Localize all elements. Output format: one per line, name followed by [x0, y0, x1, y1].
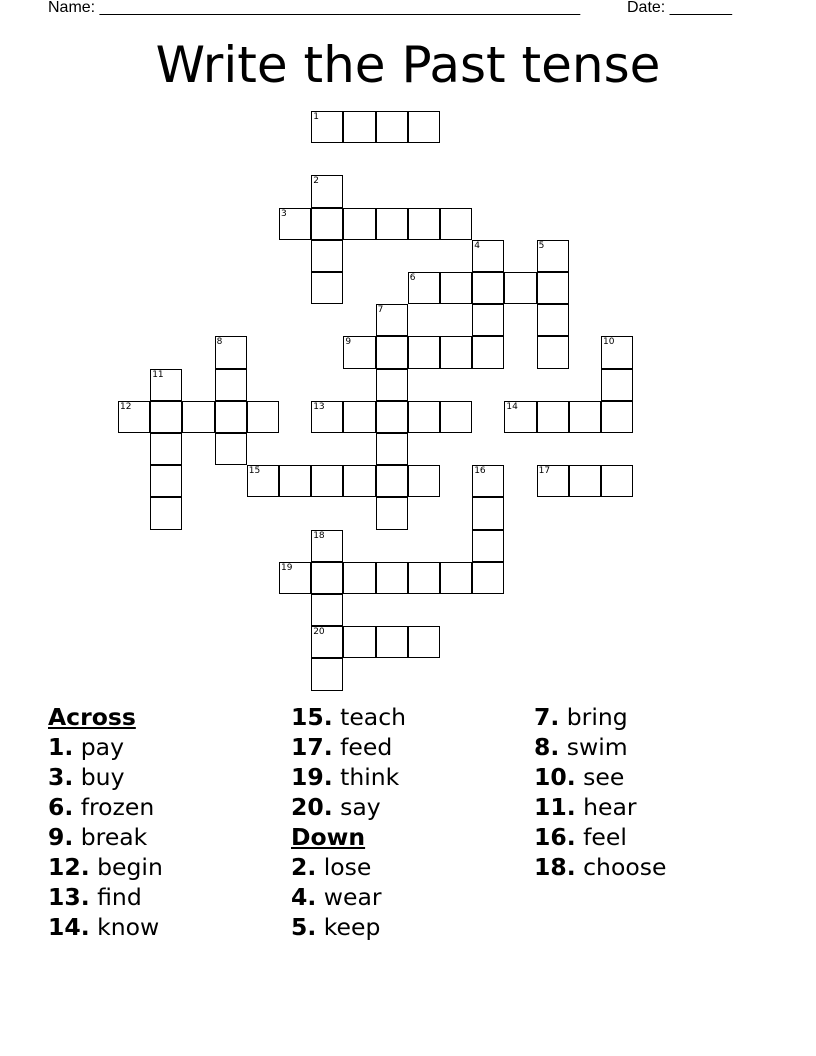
clue-text: know [97, 913, 160, 941]
clue-item [291, 882, 406, 912]
clue-text: feed [340, 733, 393, 761]
clue-item [291, 702, 406, 732]
crossword-cell[interactable] [343, 111, 375, 143]
crossword-cell[interactable] [472, 562, 504, 594]
crossword-cell[interactable] [376, 111, 408, 143]
crossword-cell[interactable] [376, 401, 408, 433]
crossword-cell[interactable] [472, 530, 504, 562]
cell-number: 6 [409, 273, 416, 283]
clue-number: 12. [48, 853, 90, 881]
crossword-cell[interactable] [311, 594, 343, 626]
clue-item [48, 852, 163, 882]
crossword-cell[interactable] [376, 336, 408, 368]
clue-text: buy [80, 763, 125, 791]
crossword-cell[interactable] [247, 401, 279, 433]
crossword-cell[interactable] [376, 562, 408, 594]
crossword-cell[interactable] [440, 208, 472, 240]
crossword-cell[interactable] [472, 336, 504, 368]
clue-number: 14. [48, 913, 90, 941]
crossword-cell[interactable] [504, 272, 536, 304]
crossword-cell[interactable] [215, 401, 247, 433]
crossword-cell[interactable] [537, 272, 569, 304]
cell-number: 17 [538, 466, 551, 477]
crossword-cell[interactable] [537, 465, 569, 497]
crossword-cell[interactable] [408, 336, 440, 368]
name-field-label: Name: ______________________________________________________ [48, 0, 581, 16]
clue-item [48, 912, 163, 942]
crossword-cell[interactable] [376, 433, 408, 465]
clue-text: choose [583, 853, 667, 881]
clue-number: 16. [534, 823, 576, 851]
crossword-cell[interactable] [215, 433, 247, 465]
crossword-cell[interactable] [279, 465, 311, 497]
crossword-cell[interactable] [440, 401, 472, 433]
clue-item [48, 822, 163, 852]
clue-text: see [583, 763, 625, 791]
clue-text: feel [583, 823, 627, 851]
crossword-cell[interactable] [376, 465, 408, 497]
page-title: Write the Past tense [155, 36, 661, 94]
crossword-cell[interactable] [150, 433, 182, 465]
crossword-cell[interactable] [150, 465, 182, 497]
crossword-cell[interactable] [472, 240, 504, 272]
clue-item [534, 792, 666, 822]
clue-item [534, 732, 666, 762]
clue-item [48, 882, 163, 912]
crossword-cell[interactable] [537, 304, 569, 336]
crossword-cell[interactable] [376, 497, 408, 529]
cell-number: 13 [313, 401, 325, 412]
clue-text: find [97, 883, 142, 911]
crossword-cell[interactable] [279, 562, 311, 594]
clue-text: frozen [80, 793, 155, 821]
crossword-cell[interactable] [343, 562, 375, 594]
crossword-cell[interactable] [440, 562, 472, 594]
crossword-cell[interactable] [569, 401, 601, 433]
clue-text: swim [566, 733, 628, 761]
clue-number: 9. [48, 823, 74, 851]
clue-text: bring [566, 703, 628, 731]
crossword-cell[interactable] [569, 465, 601, 497]
cell-number: 20 [313, 627, 325, 638]
crossword-cell[interactable] [311, 530, 343, 562]
cell-number: 19 [281, 562, 293, 573]
clue-number: 10. [534, 763, 576, 791]
cell-number: 18 [313, 530, 325, 541]
clue-number: 3. [48, 763, 74, 791]
clues-column-1 [48, 702, 163, 942]
crossword-cell[interactable] [279, 208, 311, 240]
cell-number: 8 [216, 337, 223, 348]
cell-number: 10 [603, 337, 615, 348]
clue-number: 17. [291, 733, 333, 761]
crossword-cell[interactable] [311, 626, 343, 658]
crossword-cell[interactable] [408, 562, 440, 594]
clue-number: 4. [291, 883, 317, 911]
clue-text: lose [323, 853, 372, 881]
crossword-cell[interactable] [376, 369, 408, 401]
clue-number: 7. [534, 703, 560, 731]
crossword-cell[interactable] [247, 465, 279, 497]
clue-item [534, 852, 666, 882]
cell-number: 11 [152, 369, 164, 380]
clue-number: 15. [291, 703, 333, 731]
clue-text: break [80, 823, 148, 851]
cell-number: 9 [345, 337, 352, 348]
crossword-cell[interactable] [408, 626, 440, 658]
cell-number: 7 [377, 305, 384, 316]
clue-text: begin [97, 853, 163, 881]
cell-number: 12 [120, 401, 132, 412]
crossword-cell[interactable] [311, 208, 343, 240]
clue-item [534, 762, 666, 792]
crossword-cell[interactable] [408, 465, 440, 497]
crossword-cell[interactable] [182, 401, 214, 433]
clues-column-3 [534, 702, 666, 882]
crossword-cell[interactable] [343, 208, 375, 240]
clue-text: wear [323, 883, 382, 911]
crossword-cell[interactable] [311, 272, 343, 304]
clue-number: 11. [534, 793, 576, 821]
crossword-cell[interactable] [601, 401, 633, 433]
crossword-cell[interactable] [311, 658, 343, 690]
crossword-cell[interactable] [343, 626, 375, 658]
crossword-cell[interactable] [440, 272, 472, 304]
cell-number: 2 [313, 176, 319, 187]
cell-number: 5 [538, 240, 545, 251]
clue-number: 8. [534, 733, 560, 761]
clue-item [534, 702, 666, 732]
clue-text: pay [80, 733, 124, 761]
crossword-cell[interactable] [537, 336, 569, 368]
crossword-cell[interactable] [376, 626, 408, 658]
crossword-cell[interactable] [311, 465, 343, 497]
cell-number: 16 [474, 466, 486, 477]
crossword-cell[interactable] [150, 369, 182, 401]
crossword-cell[interactable] [408, 272, 440, 304]
cell-number: 15 [248, 466, 261, 477]
crossword-cell[interactable] [601, 369, 633, 401]
crossword-cell[interactable] [215, 336, 247, 368]
crossword-cell[interactable] [150, 401, 182, 433]
clue-text: think [340, 763, 400, 791]
crossword-cell[interactable] [472, 304, 504, 336]
crossword-cell[interactable] [343, 401, 375, 433]
clue-number: 20. [291, 793, 333, 821]
crossword-cell[interactable] [408, 401, 440, 433]
crossword-cell[interactable] [311, 240, 343, 272]
crossword-cell[interactable] [440, 336, 472, 368]
crossword-cell[interactable] [472, 272, 504, 304]
crossword-cell[interactable] [343, 465, 375, 497]
clue-number: 13. [48, 883, 90, 911]
clue-item [291, 912, 406, 942]
crossword-cell[interactable] [118, 401, 150, 433]
clues-column-2 [291, 702, 406, 942]
crossword-cell[interactable] [408, 208, 440, 240]
crossword-cell[interactable] [311, 111, 343, 143]
cell-number: 1 [313, 112, 319, 122]
crossword-cell[interactable] [311, 401, 343, 433]
across-heading: Across [48, 703, 136, 731]
cell-number: 3 [281, 208, 287, 219]
date-field-label: Date: _______ [627, 0, 732, 16]
clue-text: teach [340, 703, 407, 731]
clue-item [291, 732, 406, 762]
crossword-cell[interactable] [537, 401, 569, 433]
clue-number: 2. [291, 853, 317, 881]
crossword-cell[interactable] [472, 465, 504, 497]
crossword-cell[interactable] [472, 497, 504, 529]
clue-item [291, 792, 406, 822]
crossword-cell[interactable] [215, 369, 247, 401]
crossword-cell[interactable] [601, 465, 633, 497]
crossword-cell[interactable] [343, 336, 375, 368]
clue-number: 5. [291, 913, 317, 941]
clue-item [291, 852, 406, 882]
crossword-cell[interactable] [408, 111, 440, 143]
clue-item [48, 732, 163, 762]
clue-item [534, 822, 666, 852]
crossword-cell[interactable] [504, 401, 536, 433]
clue-text: keep [323, 913, 381, 941]
clue-text: say [340, 793, 381, 821]
clue-number: 19. [291, 763, 333, 791]
down-heading: Down [291, 823, 366, 851]
clue-item [291, 762, 406, 792]
clue-item [48, 792, 163, 822]
clue-text: hear [583, 793, 637, 821]
crossword-cell[interactable] [311, 562, 343, 594]
clue-number: 1. [48, 733, 74, 761]
crossword-cell[interactable] [311, 175, 343, 207]
crossword-cell[interactable] [537, 240, 569, 272]
crossword-cell[interactable] [601, 336, 633, 368]
clue-item [48, 762, 163, 792]
cell-number: 4 [474, 240, 480, 251]
crossword-cell[interactable] [376, 208, 408, 240]
clue-number: 18. [534, 853, 576, 881]
crossword-cell[interactable] [376, 304, 408, 336]
cell-number: 14 [506, 401, 518, 412]
crossword-cell[interactable] [150, 497, 182, 529]
clue-number: 6. [48, 793, 74, 821]
